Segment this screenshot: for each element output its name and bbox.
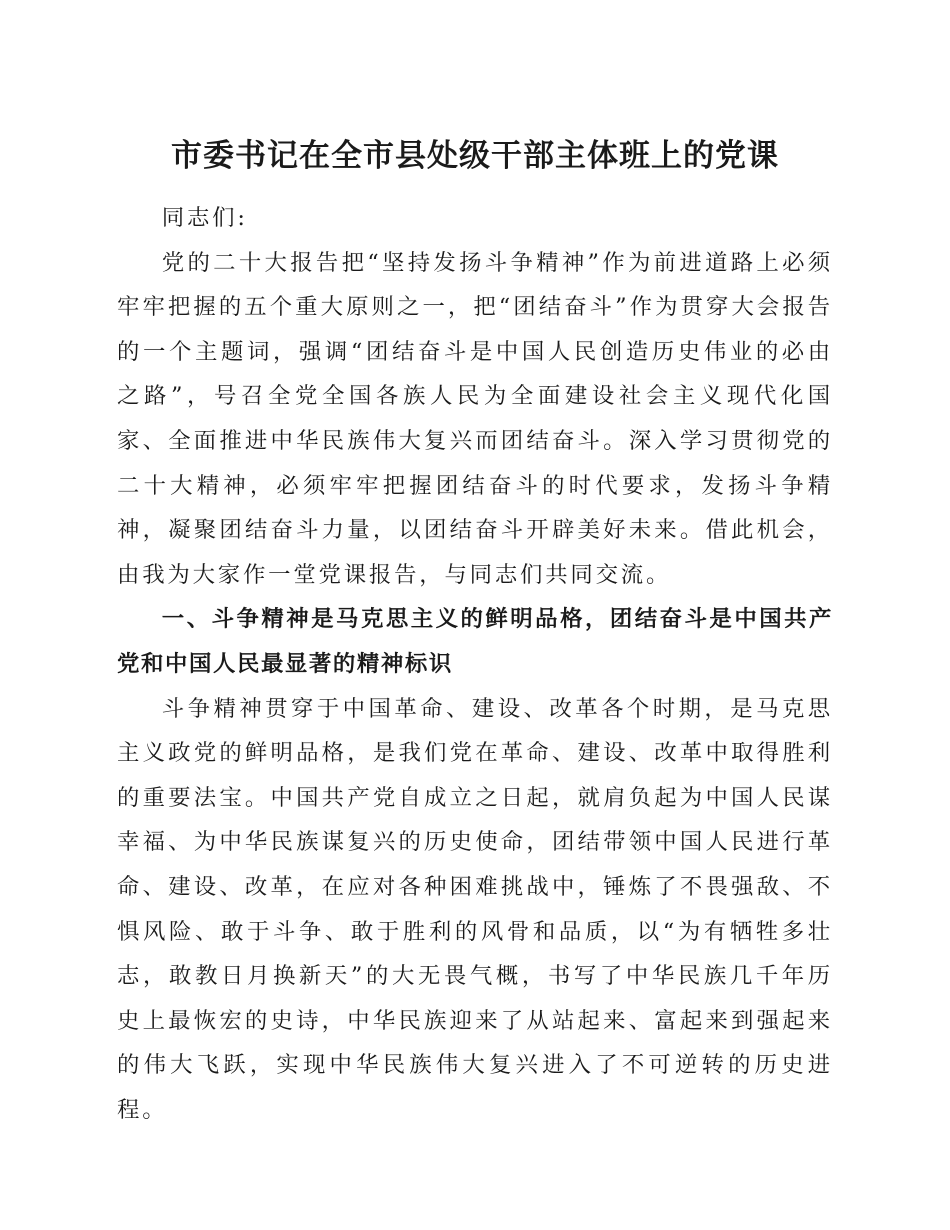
section-heading: 一、斗争精神是马克思主义的鲜明品格，团结奋斗是中国共产党和中国人民最显著的精神标识: [117, 606, 833, 677]
document-title: 市委书记在全市县处级干部主体班上的党课: [171, 138, 779, 174]
greeting: 同志们:: [161, 205, 248, 231]
intro-paragraph: 党的二十大报告把“坚持发扬斗争精神”作为前进道路上必须牢牢把握的五个重大原则之一，把“团结奋斗”作为贯穿大会报告的一个主题词，强调“团结奋斗是中国人民创造历史伟业的必由之路”，号召全党全国各族人民为全面建设社会主义现代化国家、全面推进中华民族伟大复兴而团结奋斗。深入学习贯彻党的二十大精神，必须牢牢把握团结奋斗的时代要求，发扬斗争精神，凝聚团结奋斗力量，以团结奋斗开辟美好未来。借此机会，由我为大家作一堂党课报告，与同志们共同交流。: [117, 249, 833, 588]
section-paragraph: 斗争精神贯穿于中国革命、建设、改革各个时期，是马克思主义政党的鲜明品格，是我们党在革命、建设、改革中取得胜利的重要法宝。中国共产党自成立之日起，就肩负起为中国人民谋幸福、为中华民族谋复兴的历史使命，团结带领中国人民进行革命、建设、改革，在应对各种困难挑战中，锤炼了不畏强敌、不惧风险、敢于斗争、敢于胜利的风骨和品质，以“为有牺牲多壮志，敢教日月换新天”的大无畏气概，书写了中华民族几千年历史上最恢宏的史诗，中华民族迎来了从站起来、富起来到强起来的伟大飞跃，实现中华民族伟大复兴进入了不可逆转的历史进程。: [117, 695, 833, 1123]
document-body: [117, 196, 833, 1132]
